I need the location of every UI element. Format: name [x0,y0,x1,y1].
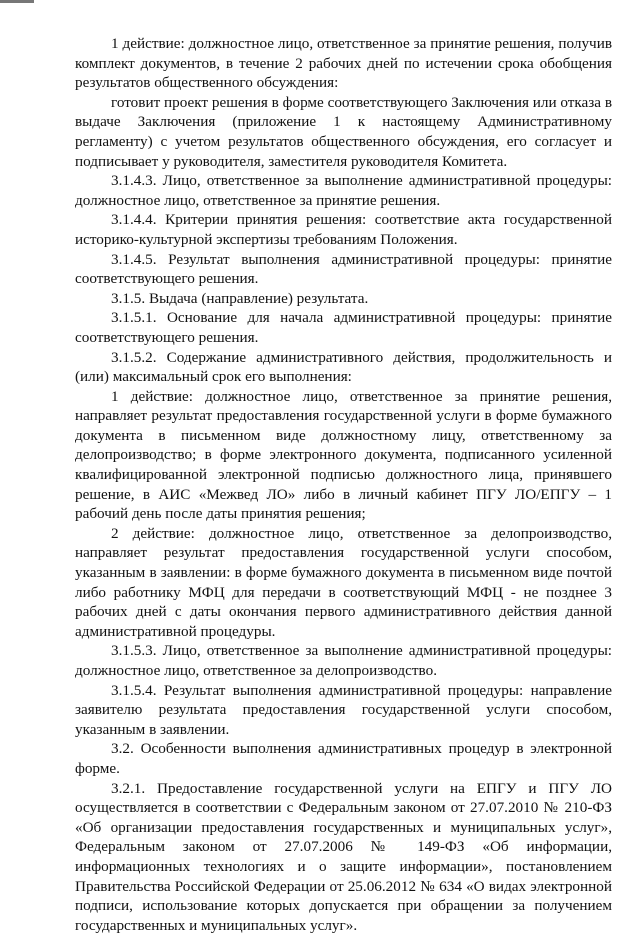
paragraph-3-1-4-3: 3.1.4.3. Лицо, ответственное за выполнение административной процедуры: должностное лицо, ответственное за принятие решения. [75,172,612,209]
paragraph-action-1-send-result: 1 действие: должностное лицо, ответственное за принятие решения, направляет результат предоставления государственной услуги в форме бумажного документа в письменном виде должностному лицу, ответственному за делопроизводство; в форме электронного документа, подписанного усиленной квалифицированной электронной подписью должностного лица, принявшего решение, в АИС «Межвед ЛО» либо в личный кабинет ПГУ ЛО/ЕПГУ – 1 рабочий день после даты принятия решения; [75,387,612,523]
scan-corner-mark [0,0,34,3]
paragraph-3-1-5-4: 3.1.5.4. Результат выполнения административной процедуры: направление заявителю результата предоставления государственной услуги способом, указанным в заявлении. [75,681,612,738]
paragraph-3-1-5-3: 3.1.5.3. Лицо, ответственное за выполнение административной процедуры: должностное лицо, ответственное за делопроизводство. [75,642,612,679]
paragraph-action-2-send-result: 2 действие: должностное лицо, ответственное за делопроизводство, направляет результат предоставления государственной услуги способом, указанным в заявлении: в форме бумажного документа в письменном виде почтой либо работнику МФЦ для передачи в соответствующий МФЦ - не позднее 3 рабочих дней с даты окончания первого административного действия данной административной процедуры. [75,524,612,640]
paragraph-3-1-5-2: 3.1.5.2. Содержание административного действия, продолжительность и (или) максимальный срок его выполнения: [75,348,612,386]
paragraph-3-1-5: 3.1.5. Выдача (направление) результата. [111,289,369,307]
paragraph-3-1-4-4: 3.1.4.4. Критерии принятия решения: соответствие акта государственной историко-культурной экспертизы требованиям Положения. [75,211,612,248]
paragraph-1-action-1: 1 действие: должностное лицо, ответственное за принятие решения, получив комплект документов, в течение 2 рабочих дней по истечении срока обобщения результатов общественного обсуждения: [75,35,612,92]
paragraph-3-2-1: 3.2.1. Предоставление государственной услуги на ЕПГУ и ПГУ ЛО осуществляется в соответствии с Федеральным законом от 27.07.2010 № 210-ФЗ «Об организации предоставления государственных и муниципальных услуг», Федеральным законом от 27.07.2006 № 149-ФЗ «Об информации, информационных технологиях и о защите информации», постановлением Правительства Российской Федерации от 25.06.2012 № 634 «О видах электронной подписи, использование которых допускается при обращении за получением государственных и муниципальных услуг». [75,779,612,934]
paragraph-3-1-4-5: 3.1.4.5. Результат выполнения административной процедуры: принятие соответствующего решения. [75,250,612,288]
paragraph-3-1-5-1: 3.1.5.1. Основание для начала административной процедуры: принятие соответствующего решения. [75,309,612,346]
paragraph-prepares-draft: готовит проект решения в форме соответствующего Заключения или отказа в выдаче Заключения (приложение 1 к настоящему Административному регламенту) с учетом результатов общественного обсуждения, его согласует и подписывает у руководителя, заместителя руководителя Комитета. [75,93,612,170]
paragraph-3-2: 3.2. Особенности выполнения административных процедур в электронной форме. [75,740,612,777]
